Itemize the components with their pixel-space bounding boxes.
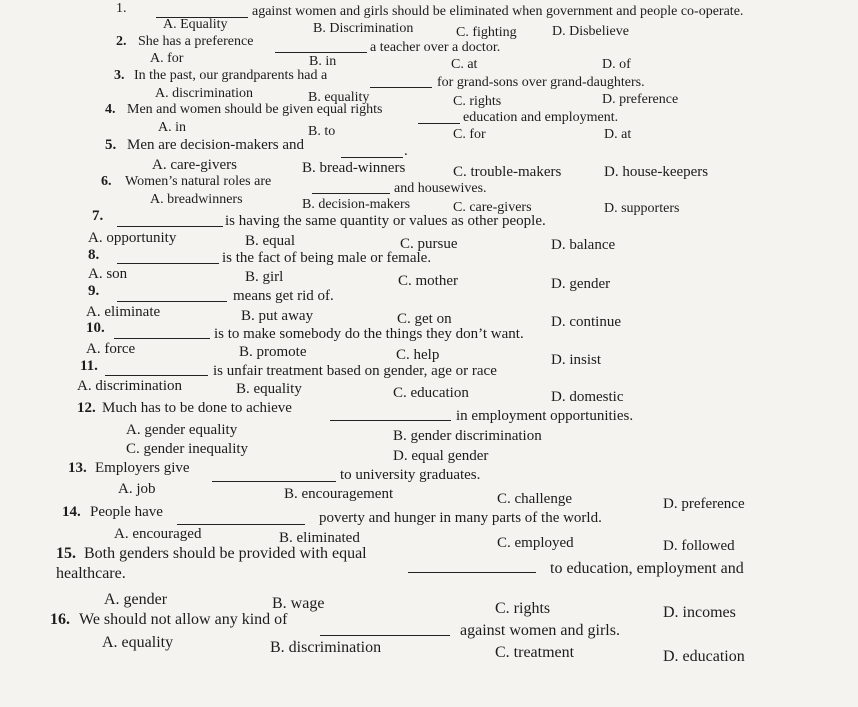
q4-stem-before: Men and women should be given equal rights: [127, 102, 383, 117]
q11-option-c: C. education: [393, 385, 469, 401]
q5-stem-before: Men are decision-makers and: [127, 137, 305, 153]
q4-option-c: C. for: [453, 127, 486, 142]
q13-option-b: B. encouragement: [284, 486, 394, 502]
q13-option-c: C. challenge: [497, 491, 572, 507]
q13-stem-before: Employers give: [95, 460, 190, 476]
q14-number: 14.: [62, 504, 81, 520]
q11-option-a: A. discrimination: [77, 378, 182, 394]
q9-number: 9.: [88, 283, 100, 299]
q11-number: 11.: [80, 358, 98, 374]
q16-stem-after: against women and girls.: [460, 622, 620, 639]
q9-option-c: C. get on: [397, 311, 452, 327]
q12-blank[interactable]: [330, 420, 451, 421]
q14-option-a: A. encouraged: [114, 526, 202, 542]
q3-option-d: D. preference: [602, 92, 679, 107]
q5-blank[interactable]: [341, 157, 403, 158]
q8-option-c: C. mother: [398, 273, 458, 289]
q3-option-c: C. rights: [453, 94, 502, 109]
q13-number: 13.: [68, 460, 87, 476]
q11-text: is unfair treatment based on gender, age or race: [213, 363, 497, 379]
q6-stem-before: Women’s natural roles are: [125, 174, 272, 189]
q10-blank[interactable]: [114, 338, 210, 339]
q16-number: 16.: [50, 611, 70, 628]
q2-blank[interactable]: [275, 52, 367, 53]
q7-option-c: C. pursue: [400, 236, 458, 252]
q2-stem-after: a teacher over a doctor.: [370, 40, 501, 55]
q2-option-b: B. in: [309, 54, 337, 69]
q5-option-d: D. house-keepers: [604, 164, 709, 180]
q16-option-b: B. discrimination: [270, 639, 382, 656]
q1-option-b: B. Discrimination: [313, 21, 414, 36]
q8-blank[interactable]: [117, 263, 219, 264]
q7-option-b: B. equal: [245, 233, 295, 249]
q14-stem-before: People have: [90, 504, 163, 520]
q4-option-a: A. in: [158, 120, 186, 135]
q15-blank[interactable]: [408, 572, 536, 573]
q2-stem-before: She has a preference: [138, 34, 254, 49]
q10-text: is to make somebody do the things they don’t want.: [214, 326, 524, 342]
q16-option-c: C. treatment: [495, 644, 575, 661]
q13-blank[interactable]: [212, 481, 336, 482]
q2-number: 2.: [116, 34, 127, 49]
q16-blank[interactable]: [320, 635, 450, 636]
q4-number: 4.: [105, 102, 116, 117]
q15-option-c: C. rights: [495, 600, 551, 617]
q7-number: 7.: [92, 208, 104, 224]
q12-option-a: A. gender equality: [126, 422, 238, 438]
q12-option-c: C. gender inequality: [126, 441, 249, 457]
q14-stem-after: poverty and hunger in many parts of the world.: [319, 510, 602, 526]
q14-option-d: D. followed: [663, 538, 735, 554]
q14-option-c: C. employed: [497, 535, 574, 551]
q9-option-b: B. put away: [241, 308, 314, 324]
q5-option-c: C. trouble-makers: [453, 164, 562, 180]
q9-option-d: D. continue: [551, 314, 621, 330]
q15-stem-after: to education, employment and: [550, 560, 744, 577]
q6-option-d: D. supporters: [604, 201, 680, 216]
q7-blank[interactable]: [117, 226, 223, 227]
q13-option-d: D. preference: [663, 496, 745, 512]
q15-number: 15.: [56, 545, 76, 562]
q5-number: 5.: [105, 137, 117, 153]
q7-text: is having the same quantity or values as other people.: [225, 213, 546, 229]
q6-stem-after: and housewives.: [394, 181, 487, 196]
q1-number: 1.: [116, 1, 127, 16]
q15-option-a: A. gender: [104, 591, 168, 608]
q14-option-b: B. eliminated: [279, 530, 360, 546]
q15-stem-before: Both genders should be provided with equal: [84, 545, 367, 562]
q6-option-b: B. decision-makers: [302, 197, 411, 212]
q5-option-b: B. bread-winners: [302, 160, 406, 176]
q12-number: 12.: [77, 400, 96, 416]
q10-option-c: C. help: [396, 347, 440, 363]
q6-blank[interactable]: [312, 193, 390, 194]
q12-option-b: B. gender discrimination: [393, 428, 542, 444]
q9-text: means get rid of.: [233, 288, 334, 304]
q16-option-a: A. equality: [102, 634, 174, 651]
q7-option-d: D. balance: [551, 237, 616, 253]
q2-option-a: A. for: [150, 51, 184, 66]
q3-stem-before: In the past, our grandparents had a: [134, 68, 328, 83]
q3-option-a: A. discrimination: [155, 86, 253, 101]
q8-text: is the fact of being male or female.: [222, 250, 432, 266]
q6-option-a: A. breadwinners: [150, 192, 243, 207]
q2-option-c: C. at: [451, 57, 478, 72]
q4-option-d: D. at: [604, 127, 632, 142]
q11-option-d: D. domestic: [551, 389, 624, 405]
q15-stem-continued: healthcare.: [56, 565, 126, 582]
q3-blank[interactable]: [370, 87, 432, 88]
q11-blank[interactable]: [105, 375, 208, 376]
q10-number: 10.: [86, 320, 105, 336]
q15-option-b: B. wage: [272, 595, 325, 612]
q5-stem-after: .: [404, 143, 408, 159]
q3-option-b: B. equality: [308, 90, 370, 105]
q4-blank[interactable]: [418, 123, 460, 124]
q7-option-a: A. opportunity: [88, 230, 177, 246]
q8-option-a: A. son: [88, 266, 128, 282]
q10-option-d: D. insist: [551, 352, 602, 368]
q1-option-a: A. Equality: [163, 17, 228, 32]
q10-option-a: A. force: [86, 341, 136, 357]
q3-number: 3.: [114, 68, 125, 83]
q16-option-d: D. education: [663, 648, 745, 665]
q12-stem-after: in employment opportunities.: [456, 408, 634, 424]
q5-option-a: A. care-givers: [152, 157, 237, 173]
q11-option-b: B. equality: [236, 381, 302, 397]
q1-text: against women and girls should be eliminated when government and people co-operate.: [252, 4, 744, 19]
q8-option-b: B. girl: [245, 269, 284, 285]
q4-option-b: B. to: [308, 124, 336, 139]
q9-option-a: A. eliminate: [86, 304, 161, 320]
q1-option-d: D. Disbelieve: [552, 24, 629, 39]
q8-number: 8.: [88, 247, 100, 263]
q8-option-d: D. gender: [551, 276, 611, 292]
q13-option-a: A. job: [118, 481, 156, 497]
q10-option-b: B. promote: [239, 344, 307, 360]
q9-blank[interactable]: [117, 301, 227, 302]
q3-stem-after: for grand-sons over grand-daughters.: [437, 75, 645, 90]
q4-stem-after: education and employment.: [463, 110, 619, 125]
q1-option-c: C. fighting: [456, 25, 517, 40]
q6-option-c: C. care-givers: [453, 200, 532, 215]
q6-number: 6.: [101, 174, 112, 189]
q12-option-d: D. equal gender: [393, 448, 489, 464]
q14-blank[interactable]: [177, 524, 305, 525]
q13-stem-after: to university graduates.: [340, 467, 481, 483]
q2-option-d: D. of: [602, 57, 631, 72]
q12-stem-before: Much has to be done to achieve: [102, 400, 292, 416]
q16-stem-before: We should not allow any kind of: [79, 611, 288, 628]
q15-option-d: D. incomes: [663, 604, 736, 621]
